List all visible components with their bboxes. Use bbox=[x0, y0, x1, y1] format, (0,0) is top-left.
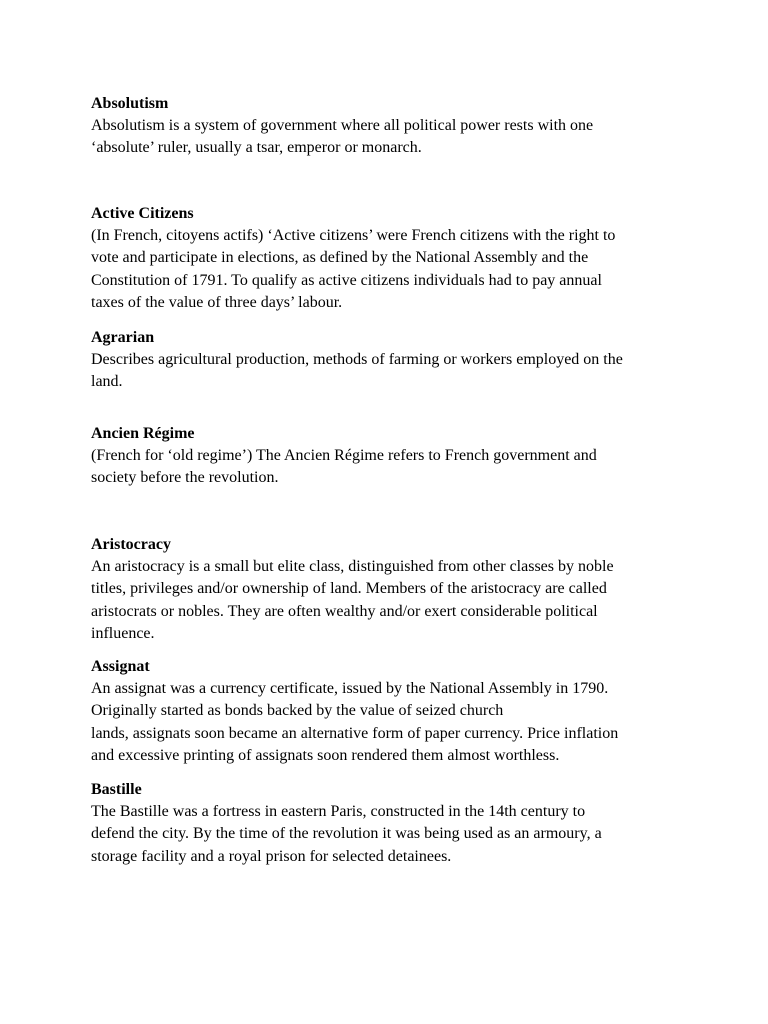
glossary-entry-aristocracy bbox=[91, 534, 691, 645]
definition-line: (In French, citoyens actifs) ‘Active citizens’ were French citizens with the right to bbox=[91, 227, 616, 244]
definition-line: titles, privileges and/or ownership of land. Members of the aristocracy are called bbox=[91, 580, 607, 598]
definition-line: Originally started as bonds backed by the value of seized church bbox=[91, 702, 504, 720]
glossary-entry-ancien-regime bbox=[91, 423, 691, 490]
definition-line: society before the revolution. bbox=[91, 469, 279, 487]
definition-line: and excessive printing of assignats soon rendered them almost worthless. bbox=[91, 746, 560, 764]
glossary-entry-agrarian bbox=[91, 327, 691, 394]
glossary-term: Agrarian bbox=[91, 329, 155, 346]
definition-line: Describes agricultural production, methods of farming or workers employed on the bbox=[91, 351, 623, 368]
definition-line: influence. bbox=[91, 624, 155, 642]
definition-line: defend the city. By the time of the revolution it was being used as an armoury, a bbox=[91, 825, 602, 843]
glossary-term: Assignat bbox=[91, 658, 150, 675]
definition-line: ‘absolute’ ruler, usually a tsar, emperor or monarch. bbox=[91, 139, 422, 157]
definition-line: vote and participate in elections, as defined by the National Assembly and the bbox=[91, 249, 589, 267]
definition-line: An assignat was a currency certificate, issued by the National Assembly in 1790. bbox=[91, 680, 609, 697]
glossary-entry-active-citizens bbox=[91, 203, 691, 314]
definition-line: land. bbox=[91, 373, 123, 391]
glossary-term: Ancien Régime bbox=[91, 425, 195, 442]
glossary-page bbox=[91, 0, 691, 1024]
glossary-term: Bastille bbox=[91, 781, 142, 798]
definition-line: storage facility and a royal prison for selected detainees. bbox=[91, 847, 452, 865]
glossary-entry-bastille bbox=[91, 779, 691, 868]
definition-line: The Bastille was a fortress in eastern Paris, constructed in the 14th century to bbox=[91, 803, 586, 820]
definition-line: An aristocracy is a small but elite class, distinguished from other classes by noble bbox=[91, 558, 614, 575]
definition-line: (French for ‘old regime’) The Ancien Régime refers to French government and bbox=[91, 447, 597, 464]
definition-line: taxes of the value of three days’ labour. bbox=[91, 293, 343, 311]
definition-line: aristocrats or nobles. They are often wealthy and/or exert considerable political bbox=[91, 602, 598, 620]
glossary-term: Active Citizens bbox=[91, 205, 194, 222]
definition-line: Absolutism is a system of government where all political power rests with one bbox=[91, 117, 594, 134]
glossary-term: Absolutism bbox=[91, 95, 169, 112]
glossary-entry-assignat bbox=[91, 656, 691, 767]
definition-line: lands, assignats soon became an alternative form of paper currency. Price inflation bbox=[91, 724, 619, 742]
definition-line: Constitution of 1791. To qualify as active citizens individuals had to pay annual bbox=[91, 271, 602, 289]
glossary-term: Aristocracy bbox=[91, 536, 171, 553]
glossary-entry-absolutism bbox=[91, 93, 691, 160]
